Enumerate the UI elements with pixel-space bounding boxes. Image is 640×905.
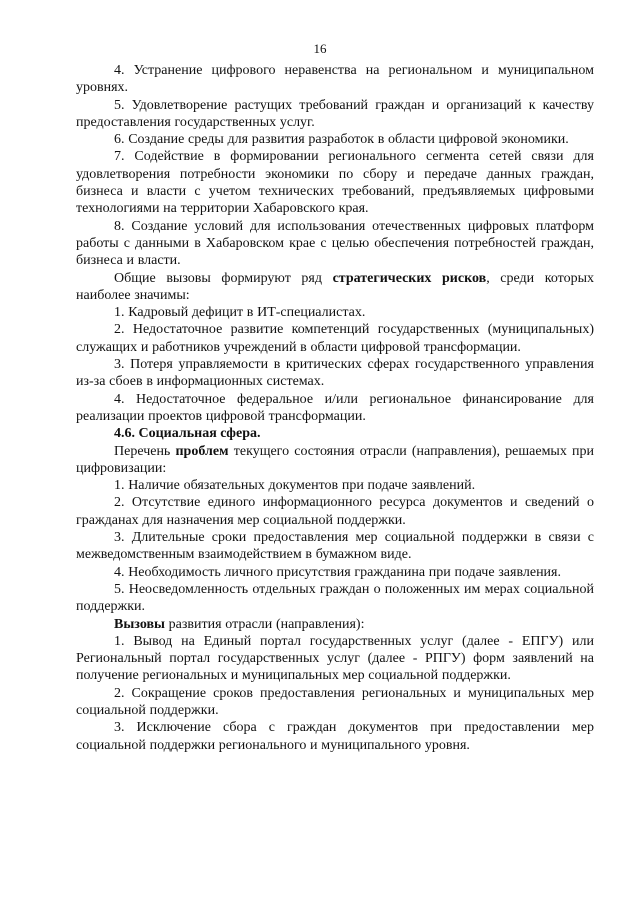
challenges-intro-bold: Вызовы: [114, 616, 165, 632]
problem-item: 1. Наличие обязательных документов при подаче заявлений.: [114, 478, 476, 494]
problems-intro-bold: проблем: [175, 443, 229, 459]
risk-item: 3. Потеря управляемости в критических сферах государственного управления из-за сбоев в информационных системах.: [76, 357, 594, 390]
problem-item: 2. Отсутствие единого информационного ресурса документов и сведений о гражданах для назначения мер социальной поддержки.: [76, 495, 594, 528]
paragraph: 7. Содействие в формировании регионального сегмента сетей связи для удовлетворения потребности экономики по сбору и передаче данных граждан, бизнеса и власти с учетом технических требований, предъявляемых цифровыми технологиями на территории Хабаровского края.: [76, 149, 594, 217]
risks-intro-after: , среди которых наиболее значимы:: [76, 270, 594, 303]
problem-item: 3. Длительные сроки предоставления мер социальной поддержки в связи с межведомственным взаимодействием в бумажном виде.: [76, 530, 594, 563]
challenges-intro-after: развития отрасли (направления):: [164, 616, 365, 632]
risk-item: 4. Недостаточное федеральное и/или региональное финансирование для реализации проектов цифровой трансформации.: [76, 391, 594, 424]
page-number: 16: [313, 41, 327, 56]
section-heading: 4.6. Социальная сфера.: [114, 426, 261, 442]
challenge-item: 3. Исключение сбора с граждан документов при предоставлении мер социальной поддержки регионального и муниципального уровня.: [76, 720, 594, 753]
problems-intro-after: текущего состояния отрасли (направления), решаемых при цифровизации:: [76, 443, 594, 476]
risk-item: 2. Недостаточное развитие компетенций государственных (муниципальных) служащих и работников учреждений в области цифровой трансформации.: [76, 322, 594, 355]
challenge-item: 2. Сокращение сроков предоставления региональных и муниципальных мер социальной поддержки.: [76, 685, 594, 718]
risks-intro-before: Общие вызовы формируют ряд: [114, 270, 333, 286]
risks-intro: [76, 270, 594, 305]
risks-intro-bold: стратегических рисков: [332, 270, 487, 286]
paragraph: 8. Создание условий для использования отечественных цифровых платформ работы с данными в Хабаровском крае с целью обеспечения потребностей граждан, бизнеса и власти.: [76, 218, 594, 269]
paragraph: 5. Удовлетворение растущих требований граждан и организаций к качеству предоставления государственных услуг.: [76, 97, 594, 130]
problems-intro-before: Перечень: [114, 443, 176, 459]
challenge-item: 1. Вывод на Единый портал государственных услуг (далее - ЕПГУ) или Региональный портал государственных услуг (далее - РПГУ) форм заявлений на получение региональных и муниципальных мер социальной поддержки.: [76, 633, 594, 684]
paragraph: 4. Устранение цифрового неравенства на региональном и муниципальном уровнях.: [76, 63, 594, 96]
risk-item: 1. Кадровый дефицит в ИТ-специалистах.: [114, 305, 366, 321]
problem-item: 4. Необходимость личного присутствия гражданина при подаче заявления.: [114, 564, 561, 580]
problems-intro: [76, 443, 594, 478]
document-body: [76, 62, 594, 754]
paragraph: 6. Создание среды для развития разработок в области цифровой экономики.: [114, 132, 569, 148]
problem-item: 5. Неосведомленность отдельных граждан о положенных им мерах социальной поддержки.: [76, 581, 594, 615]
challenges-intro: [76, 616, 594, 633]
